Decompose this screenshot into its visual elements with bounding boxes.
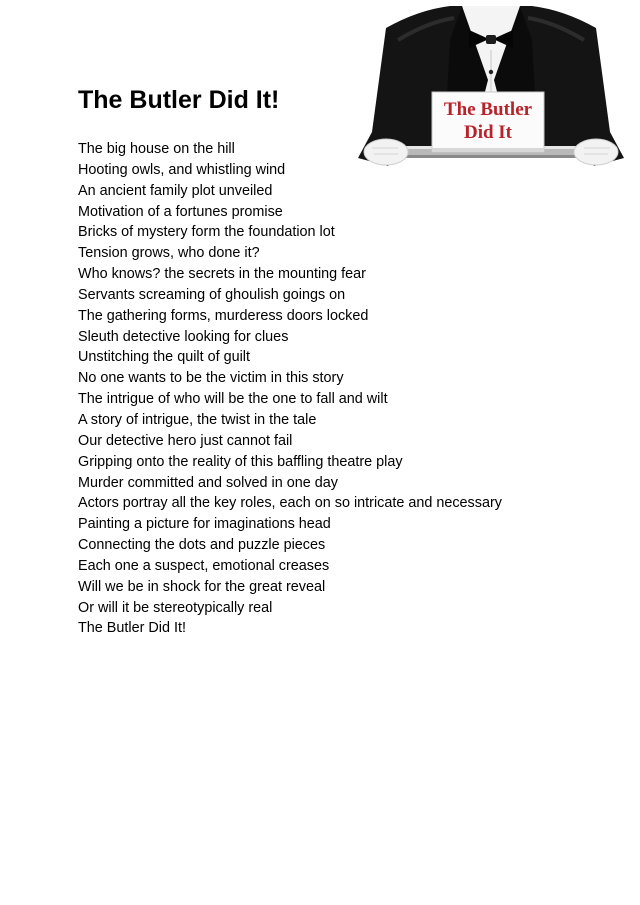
poem-line: The gathering forms, murderess doors locked — [78, 307, 369, 324]
poem-line: Motivation of a fortunes promise — [78, 203, 283, 220]
poem-line: Servants screaming of ghoulish goings on — [78, 286, 346, 303]
poem-line: Our detective hero just cannot fail — [78, 432, 293, 449]
poem-line: Tension grows, who done it? — [78, 245, 260, 262]
poem-line: Sleuth detective looking for clues — [78, 328, 289, 345]
poem-line: Murder committed and solved in one day — [78, 474, 338, 491]
sign-text-line-2: Did It — [463, 122, 513, 143]
poem-line: Unstitching the quilt of guilt — [78, 349, 250, 366]
poem-line: The big house on the hill — [78, 141, 235, 157]
poem-line: Bricks of mystery form the foundation lot — [78, 224, 335, 241]
poem-line: The intrigue of who will be the one to fall and wilt — [78, 391, 388, 408]
poem-line: Who knows? the secrets in the mounting fear — [78, 266, 366, 283]
sign-text-line-1: The Butler — [443, 99, 533, 120]
poem-line: Each one a suspect, emotional creases — [78, 557, 330, 574]
poem-line: Or will it be stereotypically real — [78, 599, 273, 616]
poem-line: A story of intrigue, the twist in the tale — [78, 411, 317, 428]
poem-line: Gripping onto the reality of this baffling theatre play — [78, 453, 403, 470]
poem-line: Hooting owls, and whistling wind — [78, 161, 286, 178]
poem-line: Connecting the dots and puzzle pieces — [78, 537, 326, 554]
poem-line: Painting a picture for imaginations head — [78, 516, 331, 533]
poem-line: Will we be in shock for the great reveal — [78, 578, 326, 595]
poem-line: The Butler Did It! — [78, 620, 186, 637]
poem-line: Actors portray all the key roles, each on so intricate and necessary — [78, 495, 502, 512]
poem-body — [78, 139, 502, 639]
poem-line: An ancient family plot unveiled — [78, 182, 273, 199]
page-title: The Butler Did It! — [78, 86, 280, 114]
poem-line: No one wants to be the victim in this story — [78, 370, 344, 387]
